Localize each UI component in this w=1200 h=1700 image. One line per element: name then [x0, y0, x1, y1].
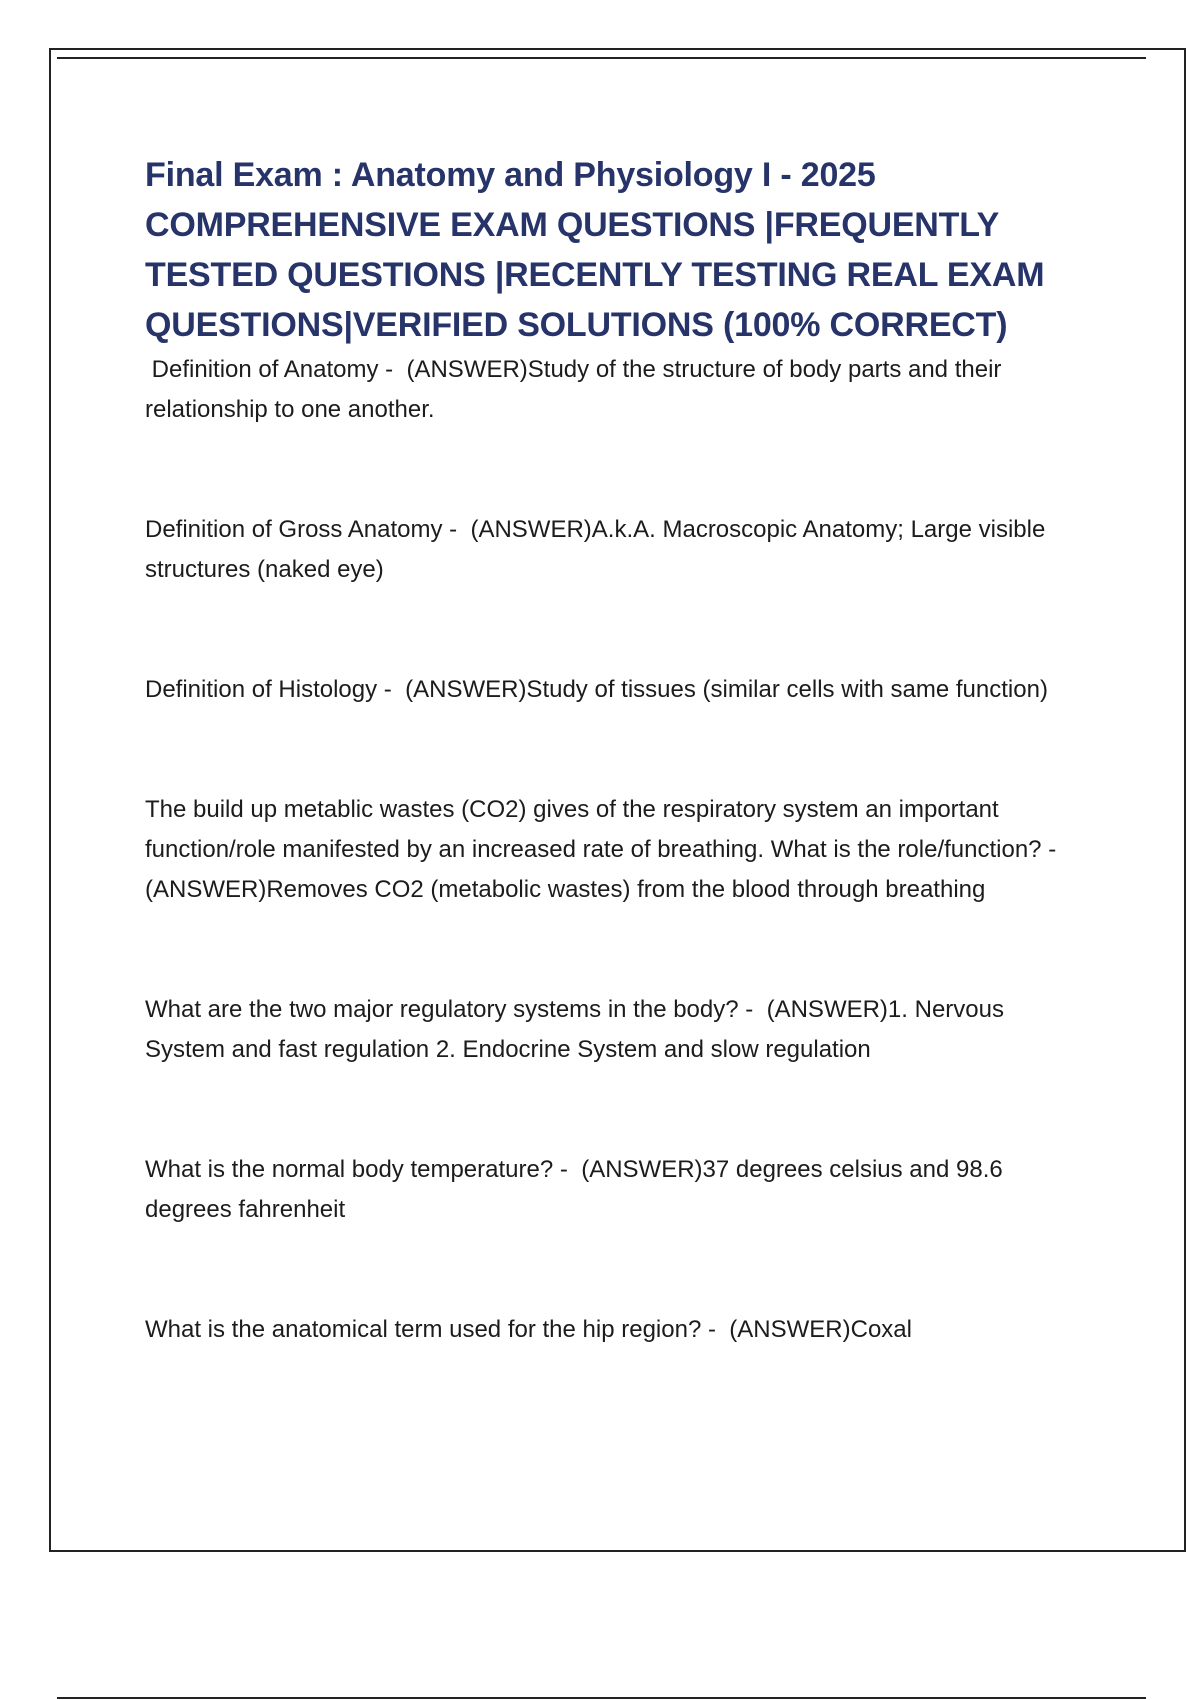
header-rule [57, 57, 1146, 59]
qa-item: What are the two major regulatory systems in the body? - (ANSWER)1. Nervous System and fast regulation 2. Endocrine System and slow regulation [145, 996, 1011, 1063]
qa-item: What is the normal body temperature? - (ANSWER)37 degrees celsius and 98.6 degrees fahrenheit [145, 1156, 1010, 1223]
document-title: Final Exam : Anatomy and Physiology I - 2025 COMPREHENSIVE EXAM QUESTIONS |FREQUENTLY TESTED QUESTIONS |RECENTLY TESTING REAL EXAM QUESTIONS|VERIFIED SOLUTIONS (100% CORRECT) [145, 156, 1045, 344]
next-page-rule [57, 1697, 1146, 1699]
document-content [145, 150, 1085, 1350]
qa-item: What is the anatomical term used for the hip region? - (ANSWER)Coxal [145, 1316, 912, 1343]
qa-item: Definition of Gross Anatomy - (ANSWER)A.k.A. Macroscopic Anatomy; Large visible structures (naked eye) [145, 516, 1052, 583]
qa-item: Definition of Histology - (ANSWER)Study of tissues (similar cells with same function) [145, 676, 1048, 703]
qa-item: The build up metablic wastes (CO2) gives of the respiratory system an important function/role manifested by an increased rate of breathing. What is the role/function? - (ANSWER)Removes CO2 (metabolic wastes) from the blood through breathing [145, 796, 1070, 903]
qa-list [145, 350, 1085, 1350]
qa-item: Definition of Anatomy - (ANSWER)Study of the structure of body parts and their relationship to one another. [145, 356, 1009, 423]
